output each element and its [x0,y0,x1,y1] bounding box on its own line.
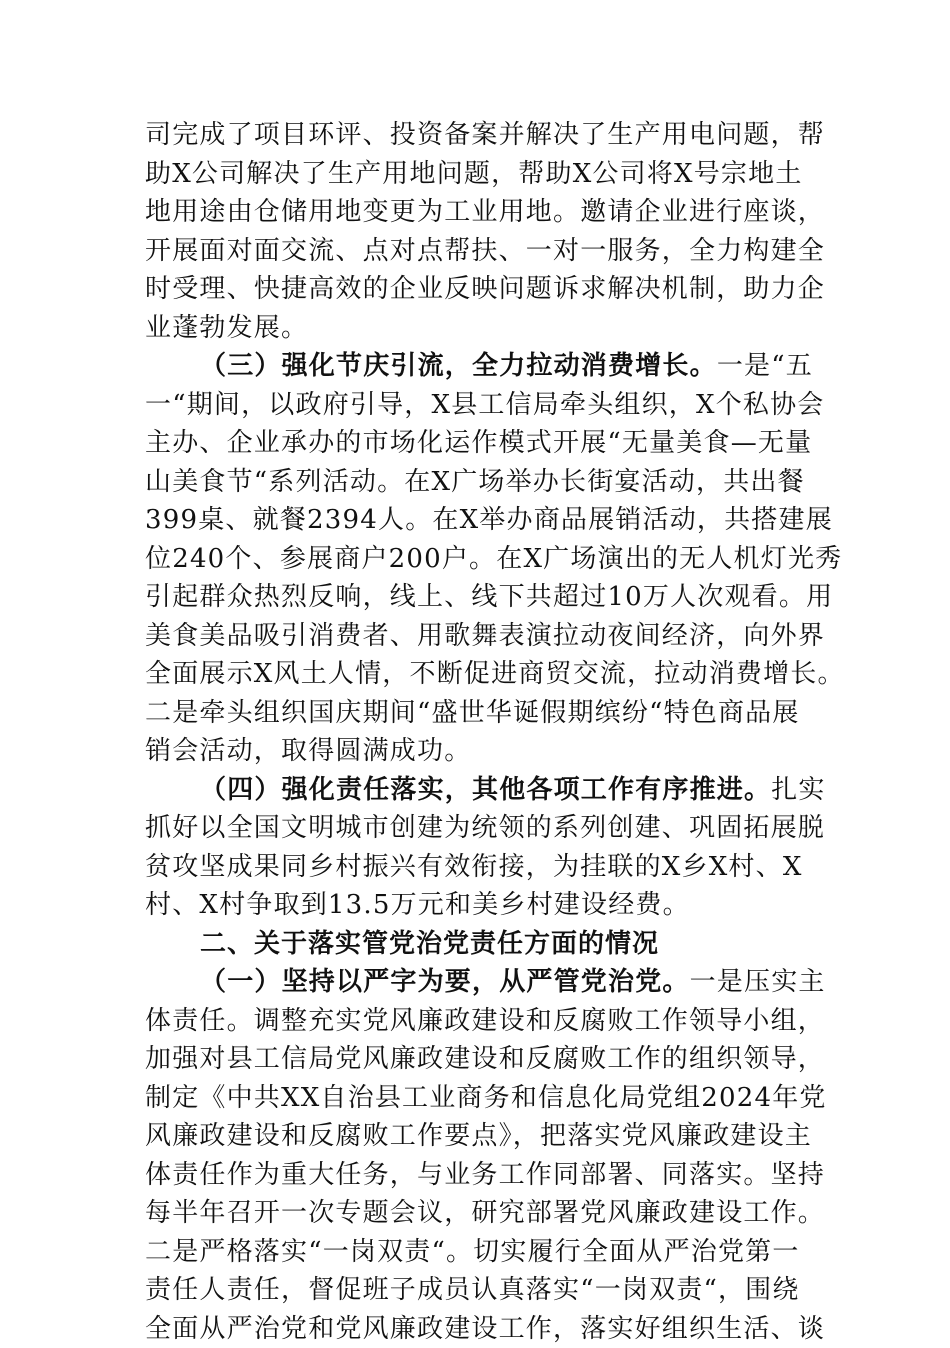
text-line: 一“期间，以政府引导，X县工信局牵头组织，X个私协会 [145,386,810,425]
text-line: 时受理、快捷高效的企业反映问题诉求解决机制，助力企 [145,270,810,309]
text-line: 山美食节“系列活动。在X广场举办长街宴活动，共出餐 [145,463,810,502]
text-line: 销会活动，取得圆满成功。 [145,732,810,771]
text-line: 引起群众热烈反响，线上、线下共超过10万人次观看。用 [145,578,810,617]
text-line: 美食美品吸引消费者、用歌舞表演拉动夜间经济，向外界 [145,617,810,656]
text-line: 主办、企业承办的市场化运作模式开展“无量美食—无量 [145,424,810,463]
paragraph-festival-consumption [145,347,810,771]
text-run: 扎实 [771,775,825,805]
text-line: 司完成了项目环评、投资备案并解决了生产用电问题，帮 [145,116,810,155]
text-line: 业蓬勃发展。 [145,309,810,348]
text-line: 全面展示X风土人情，不断促进商贸交流，拉动消费增长。 [145,655,810,694]
text-line: 全面从严治党和党风廉政建设工作，落实好组织生活、谈 [145,1310,810,1348]
section-heading-text: 二、关于落实管党治党责任方面的情况 [145,925,810,964]
paragraph-continuation [145,116,810,347]
subheading-lead: （四）强化责任落实，其他各项工作有序推进。 [200,775,771,805]
text-line: 体责任作为重大任务，与业务工作同部署、同落实。坚持 [145,1156,810,1195]
subheading-lead: （三）强化节庆引流，全力拉动消费增长。 [200,351,717,381]
text-line: 村、X村争取到13.5万元和美乡村建设经费。 [145,886,810,925]
text-line: 开展面对面交流、点对点帮扶、一对一服务，全力构建全 [145,232,810,271]
text-line: 责任人责任，督促班子成员认真落实“一岗双责“，围绕 [145,1271,810,1310]
text-line: 制定《中共XX自治县工业商务和信息化局党组2024年党 [145,1079,810,1118]
text-line: 每半年召开一次专题会议，研究部署党风廉政建设工作。 [145,1194,810,1233]
text-line: 体责任。调整充实党风廉政建设和反腐败工作领导小组， [145,1002,810,1041]
subheading-lead: （一）坚持以严字为要，从严管党治党。 [200,967,690,997]
text-line-first [145,771,810,810]
text-run: 一是“五 [717,351,813,381]
text-line: 加强对县工信局党风廉政建设和反腐败工作的组织领导， [145,1040,810,1079]
text-line: 抓好以全国文明城市创建为统领的系列创建、巩固拓展脱 [145,809,810,848]
text-line: 贫攻坚成果同乡村振兴有效衔接，为挂联的X乡X村、X [145,848,810,887]
text-line: 二是牵头组织国庆期间“盛世华诞假期缤纷“特色商品展 [145,694,810,733]
section-heading [145,925,810,964]
text-run: 一是压实主 [690,967,826,997]
document-body [145,116,810,1348]
text-line: 位240个、参展商户200户。在X广场演出的无人机灯光秀 [145,540,810,579]
text-line: 风廉政建设和反腐败工作要点》，把落实党风廉政建设主 [145,1117,810,1156]
text-line-first [145,963,810,1002]
text-line: 地用途由仓储用地变更为工业用地。邀请企业进行座谈， [145,193,810,232]
paragraph-party-governance [145,963,810,1348]
text-line: 助X公司解决了生产用地问题，帮助X公司将X号宗地土 [145,155,810,194]
text-line: 399桌、就餐2394人。在X举办商品展销活动，共搭建展 [145,501,810,540]
paragraph-responsibility [145,771,810,925]
text-line-first [145,347,810,386]
text-line: 二是严格落实“一岗双责“。切实履行全面从严治党第一 [145,1233,810,1272]
